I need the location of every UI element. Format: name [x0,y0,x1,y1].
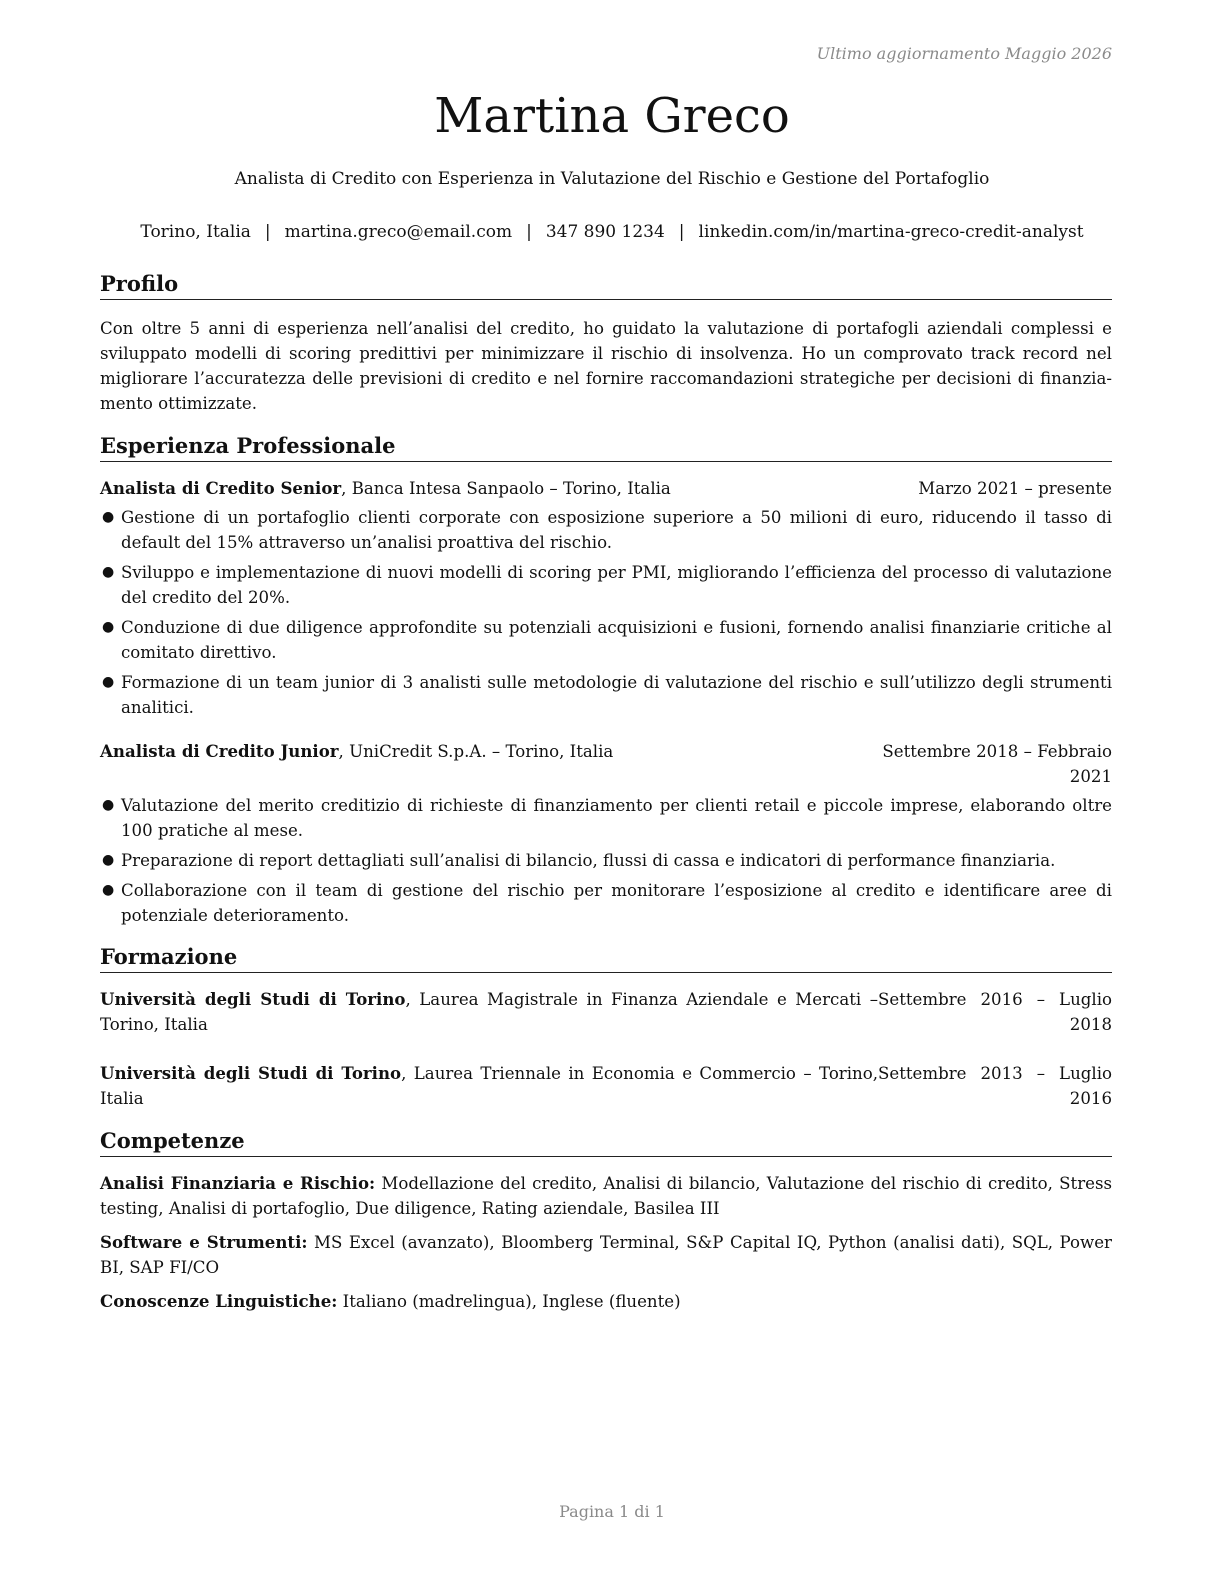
bullet-icon: ● [102,509,115,525]
list-item [100,670,1112,720]
section-title-education: Formazione [100,943,1112,973]
bullet-icon: ● [102,852,115,868]
list-item [100,793,1112,843]
resume-body [100,270,1112,1323]
skill-label: Analisi Finanziaria e Rischio: [100,1173,376,1193]
education-entry [100,1061,1112,1111]
job-dates: Settembre 2018 – Febbraio 2021 [882,742,1112,786]
skill-group [100,1230,1112,1280]
job-role: Analista di Credito Junior [100,741,339,761]
job-company: , Banca Intesa Sanpaolo – Torino, Italia [341,479,671,498]
bullet-text: Sviluppo e implementazione di nuovi modelli di scoring per PMI, migliorando l’efficienza del processo di valutazione del credito del 20%. [121,563,1112,607]
skills-section [100,1127,1112,1314]
contact-separator: | [526,222,532,242]
skill-label: Software e Strumenti: [100,1232,308,1252]
section-title-skills: Competenze [100,1127,1112,1157]
profile-text: Con oltre 5 anni di esperienza nell’analisi del credito, ho guidato la valutazione di portafogli aziendali complessi e sviluppato modelli di scoring predittivi per minimizzare il rischio di insolvenza. Ho un comprovato track record nel migliorare l’accuratezza delle previsioni di credito e nel fornire raccomandazioni strategiche per decisioni di finanzia-mento ottimizzate. [100,319,1112,413]
bullet-icon: ● [102,619,115,635]
list-item [100,615,1112,665]
job-dates: Marzo 2021 – presente [918,479,1112,498]
section-title-experience: Esperienza Professionale [100,432,1112,462]
job-entry [100,476,1112,720]
bullet-text: Valutazione del merito creditizio di richieste di finanziamento per clienti retail e piccole imprese, elaborando oltre 100 pratiche al mese. [121,796,1112,840]
page-number: Pagina 1 di 1 [559,1502,665,1521]
job-entry [100,739,1112,928]
job-bullets [100,505,1112,720]
bullet-icon: ● [102,797,115,813]
candidate-name: Martina Greco [434,88,790,144]
job-bullets [100,793,1112,928]
last-updated: Ultimo aggiornamento Maggio 2026 [816,44,1112,63]
contact-line [0,221,1224,243]
education-school: Università degli Studi di Torino [100,1063,402,1083]
job-header [100,739,1112,789]
contact-phone: 347 890 1234 [545,222,665,242]
skill-group [100,1171,1112,1221]
bullet-icon: ● [102,564,115,580]
education-dates: Settembre 2016 – Luglio 2018 [878,990,1112,1034]
bullet-text: Preparazione di report dettagliati sull’analisi di bilancio, flussi di cassa e indicatori di performance finanziaria. [121,851,1056,870]
list-item [100,505,1112,555]
education-school: Università degli Studi di Torino [100,989,406,1009]
contact-linkedin[interactable]: linkedin.com/in/martina-greco-credit-analyst [698,222,1084,242]
education-degree: , Laurea Magistrale in Finanza Aziendale e Mercati – Torino, Italia [100,990,878,1034]
contact-location: Torino, Italia [140,222,251,242]
education-dates: Settembre 2013 – Luglio 2016 [878,1064,1112,1108]
bullet-text: Conduzione di due diligence approfondite su potenziali acquisizioni e fusioni, fornendo analisi finanziarie critiche al comitato direttivo. [121,618,1112,662]
bullet-text: Gestione di un portafoglio clienti corporate con esposizione superiore a 50 milioni di euro, riducendo il tasso di default del 15% attraverso un’analisi proattiva del rischio. [121,508,1112,552]
contact-separator: | [678,222,685,242]
skill-label: Conoscenze Linguistiche: [100,1291,338,1311]
list-item [100,848,1112,873]
headline: Analista di Credito con Esperienza in Valutazione del Rischio e Gestione del Portafoglio [234,169,990,189]
contact-separator: | [264,222,271,242]
education-entry [100,987,1112,1037]
experience-section [100,432,1112,928]
contact-email[interactable]: martina.greco@email.com [284,222,513,242]
profile-section [100,270,1112,416]
bullet-icon: ● [102,674,115,690]
job-company: , UniCredit S.p.A. – Torino, Italia [338,742,614,761]
skill-value: Italiano (madrelingua), Inglese (fluente) [337,1292,681,1311]
bullet-text: Collaborazione con il team di gestione del rischio per monitorare l’esposizione al credito e identificare aree di potenziale deterioramento. [121,881,1112,925]
skill-value: MS Excel (avanzato), Bloomberg Terminal, S&P Capital IQ, Python (analisi dati), SQL, Power BI, SAP FI/CO [100,1233,1112,1277]
skill-value: Modellazione del credito, Analisi di bilancio, Valutazione del rischio di credito, Stress testing, Analisi di portafoglio, Due diligence, Rating aziendale, Basilea III [100,1174,1112,1218]
skill-group [100,1289,1112,1314]
list-item [100,878,1112,928]
education-degree: , Laurea Triennale in Economia e Commercio – Torino, Italia [100,1064,878,1108]
job-role: Analista di Credito Senior [100,478,342,498]
bullet-text: Formazione di un team junior di 3 analisti sulle metodologie di valutazione del rischio e sull’utilizzo degli strumenti analitici. [121,673,1112,717]
education-section [100,943,1112,1111]
bullet-icon: ● [102,882,115,898]
section-title-profile: Profilo [100,270,1112,300]
job-header [100,476,1112,501]
list-item [100,560,1112,610]
